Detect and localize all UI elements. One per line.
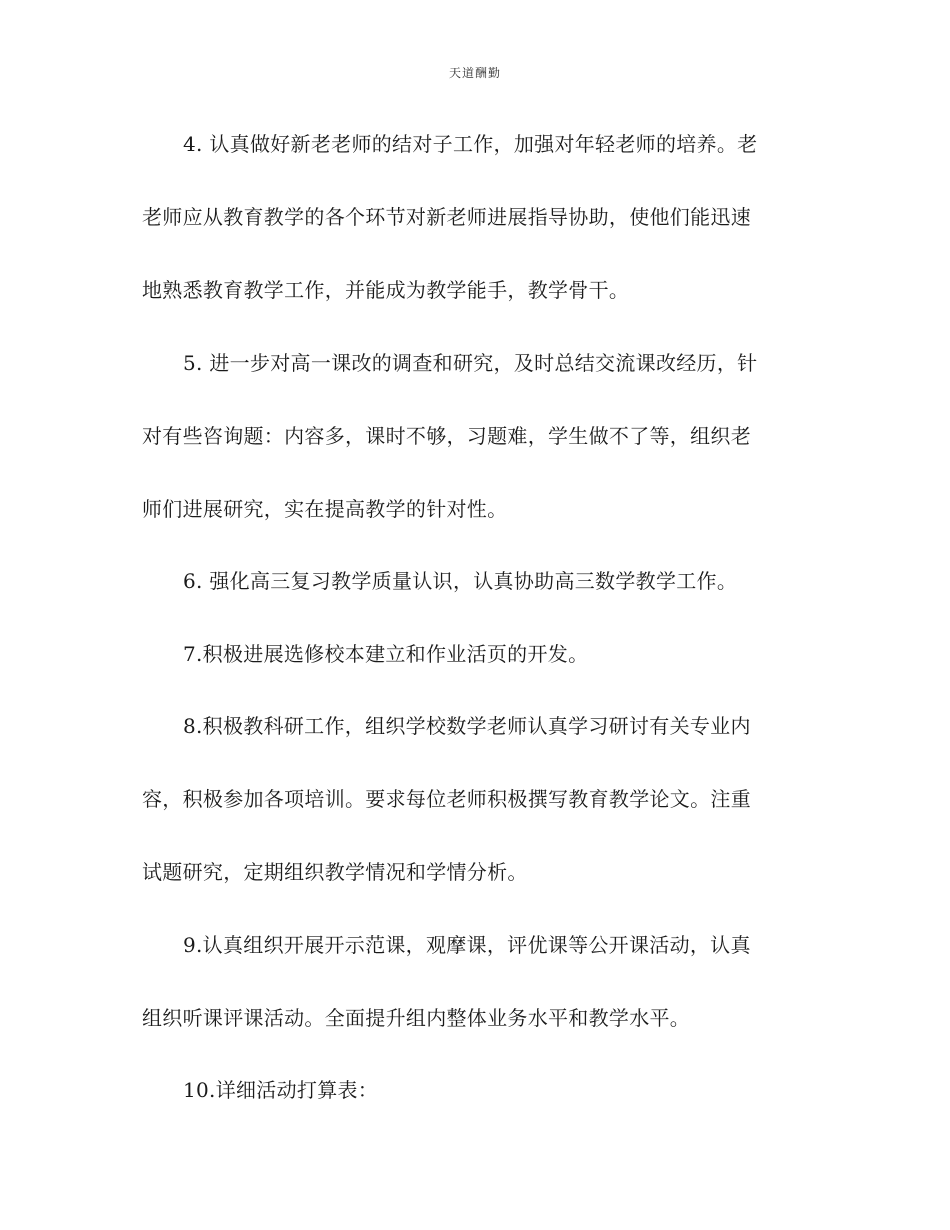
paragraph-4-line-2: 老师应从教育教学的各个环节对新老师进展指导协助，使他们能迅速 [142, 205, 751, 229]
paragraph-4-line-3: 地熟悉教育教学工作，并能成为教学能手，教学骨干。 [142, 278, 630, 302]
paragraph-8-line-3: 试题研究，定期组织教学情况和学情分析。 [142, 860, 528, 884]
paragraph-6-line-1: 6. 强化高三复习教学质量认识，认真协助高三数学教学工作。 [183, 569, 738, 593]
paragraph-8-line-2: 容，积极参加各项培训。要求每位老师积极撰写教育教学论文。注重 [142, 787, 751, 811]
paragraph-9-line-1: 9.认真组织开展开示范课，观摩课，评优课等公开课活动，认真 [183, 933, 751, 957]
paragraph-10-line-1: 10.详细活动打算表： [183, 1078, 379, 1102]
paragraph-4-line-1: 4. 认真做好新老老师的结对子工作，加强对年轻老师的培养。老 [183, 132, 758, 156]
paragraph-8-line-1: 8.积极教科研工作，组织学校数学老师认真学习研讨有关专业内 [183, 714, 751, 738]
paragraph-5-line-1: 5. 进一步对高一课改的调查和研究，及时总结交流课改经历，针 [183, 351, 758, 375]
page-header: 天道酬勤 [448, 66, 501, 80]
paragraph-9-line-2: 组织听课评课活动。全面提升组内整体业务水平和教学水平。 [142, 1006, 691, 1030]
paragraph-5-line-3: 师们进展研究，实在提高教学的针对性。 [142, 497, 508, 521]
paragraph-5-line-2: 对有些咨询题：内容多，课时不够，习题难，学生做不了等，组织老 [142, 424, 751, 448]
paragraph-7-line-1: 7.积极进展选修校本建立和作业活页的开发。 [183, 642, 589, 666]
